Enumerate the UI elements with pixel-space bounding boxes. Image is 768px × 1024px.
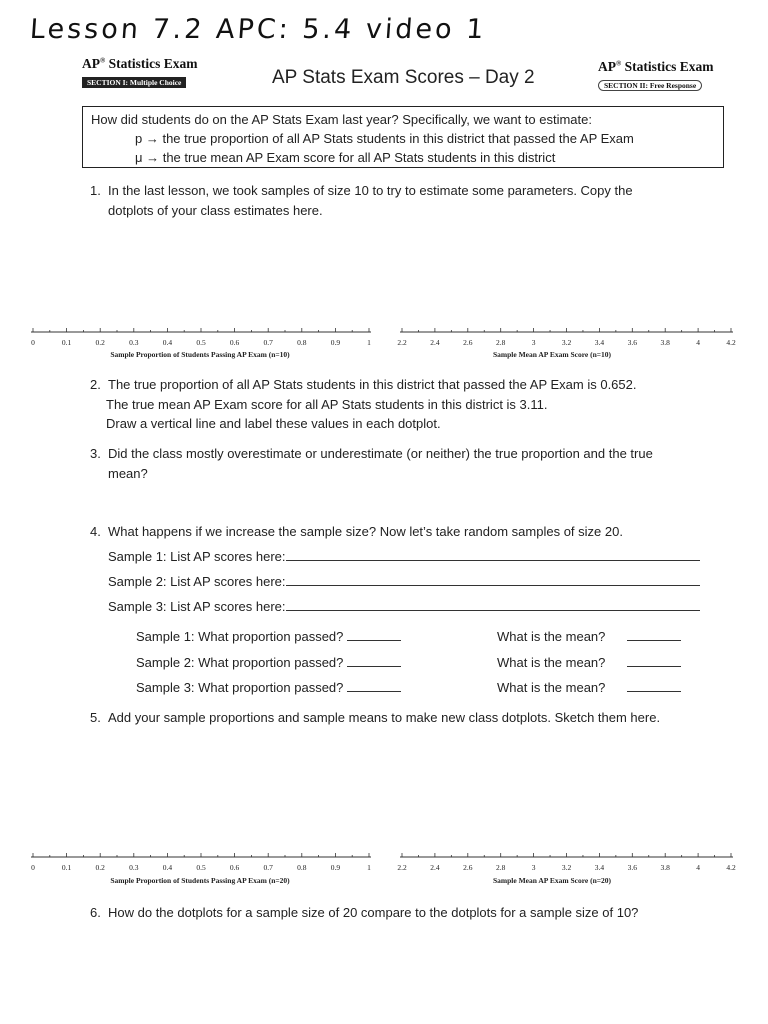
- mean-axis-n20: [400, 853, 733, 857]
- tick-label: 3.8: [660, 338, 670, 347]
- question-5: 5. Add your sample proportions and sample means to make new class dotplots. Sketch them here.: [90, 710, 661, 725]
- sample-3-mean-row: What is the mean?: [497, 679, 681, 695]
- mean-axis-title-n10: Sample Mean AP Exam Score (n=10): [492, 350, 612, 359]
- sample-1-mean-blank[interactable]: [627, 628, 681, 641]
- tick-label: 0: [31, 863, 35, 872]
- tick-label: 2.2: [397, 863, 407, 872]
- tick-label: 2.6: [463, 338, 473, 347]
- tick-label: 3.8: [660, 863, 670, 872]
- axes-row-n10: [0, 326, 768, 340]
- question-4: 4. What happens if we increase the sample size? Now let’s take random samples of size 20.: [90, 524, 623, 539]
- tick-label: 0.5: [196, 338, 206, 347]
- mean-axis-n10: [400, 328, 733, 332]
- tick-label: 3.2: [561, 338, 572, 347]
- tick-label: 3.2: [561, 863, 572, 872]
- sample-1-mean-row: What is the mean?: [497, 628, 681, 644]
- sample-1-proportion-row: Sample 1: What proportion passed?: [136, 628, 401, 644]
- proportion-axis-title-n20: Sample Proportion of Students Passing AP Exam (n=20): [110, 876, 290, 885]
- question-3: 3. Did the class mostly overestimate or underestimate (or neither) the true proportion and the true mean?: [90, 446, 653, 481]
- sample-2-mean-blank[interactable]: [627, 654, 681, 667]
- sample-3-proportion-row: Sample 3: What proportion passed?: [136, 679, 401, 695]
- tick-label: 0.9: [330, 863, 341, 872]
- tick-label: 0.6: [229, 863, 240, 872]
- tick-label: 3.6: [627, 863, 637, 872]
- tick-label: 0.5: [196, 863, 206, 872]
- tick-label: 2.6: [463, 863, 473, 872]
- sample-3-list-row: Sample 3: List AP scores here:: [108, 598, 700, 614]
- tick-label: 2.4: [430, 863, 440, 872]
- sample-2-list-blank[interactable]: [286, 573, 700, 586]
- sample-3-proportion-blank[interactable]: [347, 679, 401, 692]
- proportion-axis-n20: [31, 853, 371, 857]
- tick-label: 3.6: [627, 338, 637, 347]
- tick-label: 0.7: [263, 338, 273, 347]
- tick-label: 3: [531, 338, 536, 347]
- tick-label: 3: [531, 863, 536, 872]
- tick-label: 4.2: [726, 338, 736, 347]
- question-2: 2. The true proportion of all AP Stats students in this district that passed the AP Exam is 0.652. The true mean AP Exam score for all AP Stats students in this district is 3.11. Draw a vertical line and label these values in each dotplot.: [90, 377, 637, 431]
- tick-label: 0.8: [297, 338, 307, 347]
- tick-label: 0.9: [330, 338, 341, 347]
- tick-label: 4.2: [726, 863, 736, 872]
- handwritten-header: Lesson 7.2 APC: 5.4 video 1: [28, 14, 488, 45]
- sample-3-mean-blank[interactable]: [627, 679, 681, 692]
- question-6: 6. How do the dotplots for a sample size of 20 compare to the dotplots for a sample size of 10?: [90, 905, 639, 920]
- tick-label: 1: [367, 863, 371, 872]
- intro-line-p: p → the true proportion of all AP Stats students in this district that passed the AP Exam: [135, 131, 634, 146]
- tick-label: 0.4: [162, 338, 173, 347]
- sample-1-proportion-blank[interactable]: [347, 628, 401, 641]
- tick-label: 2.8: [496, 338, 506, 347]
- proportion-axis-n10: [31, 328, 371, 332]
- sample-2-proportion-row: Sample 2: What proportion passed?: [136, 654, 401, 670]
- tick-label: 0.3: [129, 863, 139, 872]
- tick-label: 0.3: [129, 338, 139, 347]
- tick-label: 0.1: [61, 338, 72, 347]
- tick-label: 3.4: [594, 338, 605, 347]
- section-2-badge: SECTION II: Free Response: [598, 80, 702, 91]
- mean-axis-title-n20: Sample Mean AP Exam Score (n=20): [492, 876, 612, 885]
- axes-row-n20: [0, 851, 768, 865]
- sample-1-list-row: Sample 1: List AP scores here:: [108, 548, 700, 564]
- tick-label: 0.2: [95, 863, 105, 872]
- tick-label: 4: [696, 338, 700, 347]
- intro-line-1: How did students do on the AP Stats Exam last year? Specifically, we want to estimate:: [91, 112, 592, 127]
- tick-label: 0: [31, 338, 35, 347]
- ap-logo-section-2: AP® Statistics Exam SECTION II: Free Response: [598, 59, 714, 90]
- tick-label: 0.1: [61, 863, 72, 872]
- intro-line-mu: μ → the true mean AP Exam score for all AP Stats students in this district: [135, 150, 556, 165]
- tick-label: 2.4: [430, 338, 440, 347]
- sample-2-list-row: Sample 2: List AP scores here:: [108, 573, 700, 589]
- tick-label: 0.4: [162, 863, 173, 872]
- tick-label: 2.2: [397, 338, 407, 347]
- sample-2-mean-row: What is the mean?: [497, 654, 681, 670]
- proportion-axis-title-n10: Sample Proportion of Students Passing AP Exam (n=10): [110, 350, 290, 359]
- question-1: 1. In the last lesson, we took samples of size 10 to try to estimate some parameters. Copy the dotplots of your class estimates here.: [90, 183, 633, 218]
- page-title: AP Stats Exam Scores – Day 2: [272, 67, 535, 88]
- tick-label: 0.6: [229, 338, 240, 347]
- sample-1-list-blank[interactable]: [286, 548, 700, 561]
- sample-2-proportion-blank[interactable]: [347, 654, 401, 667]
- tick-label: 1: [367, 338, 371, 347]
- sample-3-list-blank[interactable]: [286, 598, 700, 611]
- tick-label: 0.7: [263, 863, 273, 872]
- tick-label: 0.8: [297, 863, 307, 872]
- tick-label: 2.8: [496, 863, 506, 872]
- ap-logo-section-1: AP® Statistics Exam SECTION I: Multiple Choice: [82, 56, 198, 87]
- tick-label: 3.4: [594, 863, 605, 872]
- intro-box: [82, 106, 724, 168]
- tick-label: 4: [696, 863, 700, 872]
- section-1-badge: SECTION I: Multiple Choice: [82, 77, 186, 88]
- tick-label: 0.2: [95, 338, 105, 347]
